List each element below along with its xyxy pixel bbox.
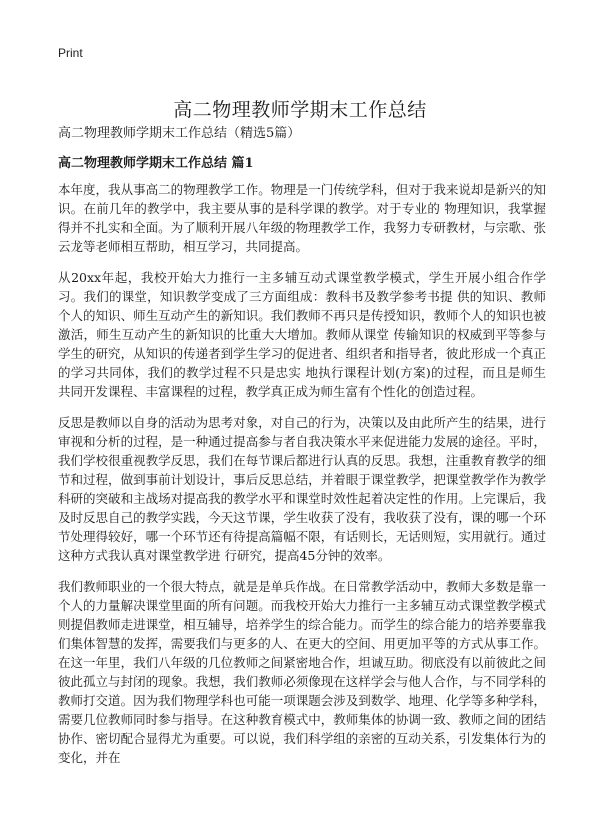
paragraph-3: 反思是教师以自身的活动为思考对象，对自己的行为，决策以及由此所产生的结果，进行审视和分析的过程，是一种通过提高参与者自我决策水平来促进能力发展的途径。平时，我们学校很重视教学反思，我们在每节课后都进行认真的反思。我想，注重教育教学的细节和过程，做到事前计划设计，事后反思总结，并着眼于课堂教学，把课堂教学作为教学科研的突破和主战场对提高我的教学水平和课堂时效性起着决定性的作用。上完课后，我及时反思自己的教学实践，今天这节课，学生收获了没有，我收获了没有，课的哪一个环节处理得较好，哪一个环节还有待提高篇幅不限，有话则长，无话则短，实用就行。通过这种方式我认真对课堂教学进 行研究，提高45分钟的效率。 (58, 415, 546, 563)
print-label: Print (58, 46, 83, 60)
paragraph-1: 本年度，我从事高二的物理教学工作。物理是一门传统学科，但对于我来说却是新兴的知识。在前几年的教学中，我主要从事的是科学课的教学。对于专业的 物理知识，我掌握得并不扎实和全面。为了顺利开展八年级的物理教学工作，我努力专研教材，与宗歌、张云龙等老师相互帮助，相互学习，共同提高。 (58, 182, 546, 254)
document-title: 高二物理教师学期末工作总结 (173, 98, 427, 121)
section-heading: 高二物理教师学期末工作总结 篇1 (58, 156, 254, 171)
paragraph-4: 我们教师职业的一个很大特点，就是是单兵作战。在日常教学活动中，教师大多数是靠一个人的力量解决课堂里面的所有问题。而我校开始大力推行一主多辅互动式课堂教学模式则提倡教师走进课堂，相互辅导，培养学生的综合能力。而学生的综合能力的培养要靠我们集体智慧的发挥，需要我们与更多的人、在更大的空间、用更加平等的方式从事工作。在这一年里，我们八年级的几位教师之间紧密地合作，坦诚互助。彻底没有以前彼此之间彼此孤立与封闭的现象。我想，我们教师必须像现在这样学会与他人合作，与不同学科的教师打交道。因为我们物理学科也可能一项课题会涉及到数学、地理、化学等多种学科，需要几位教师同时参与指导。在这种教育模式中，教师集体的协调一致、教师之间的团结协作、密切配合显得尤为重要。可以说，我们科学组的亲密的互动关系，引发集体行为的变化，并在 (58, 579, 546, 765)
document-subtitle: 高二物理教师学期末工作总结（精选5篇） (58, 126, 301, 141)
paragraph-2: 从20xx年起，我校开始大力推行一主多辅互动式课堂教学模式，学生开展小组合作学习。我们的课堂，知识教学变成了三方面组成：教科书及教学参考书提 供的知识、教师个人的知识、师生互动产生的新知识。我们教师不再只是传授知识，教师个人的知识也被激活，师生互动产生的新知识的比重大大增加。教师从课堂 传输知识的权威到平等参与学生的研究，从知识的传递者到学生学习的促进者、组织者和指导者，彼此形成一个真正的学习共同体，我们的教学过程不只是忠实 地执行课程计划(方案)的过程，而且是师生共同开发课程、丰富课程的过程，教学真正成为师生富有个性化的创造过程。 (58, 270, 546, 399)
document-body (58, 180, 546, 779)
